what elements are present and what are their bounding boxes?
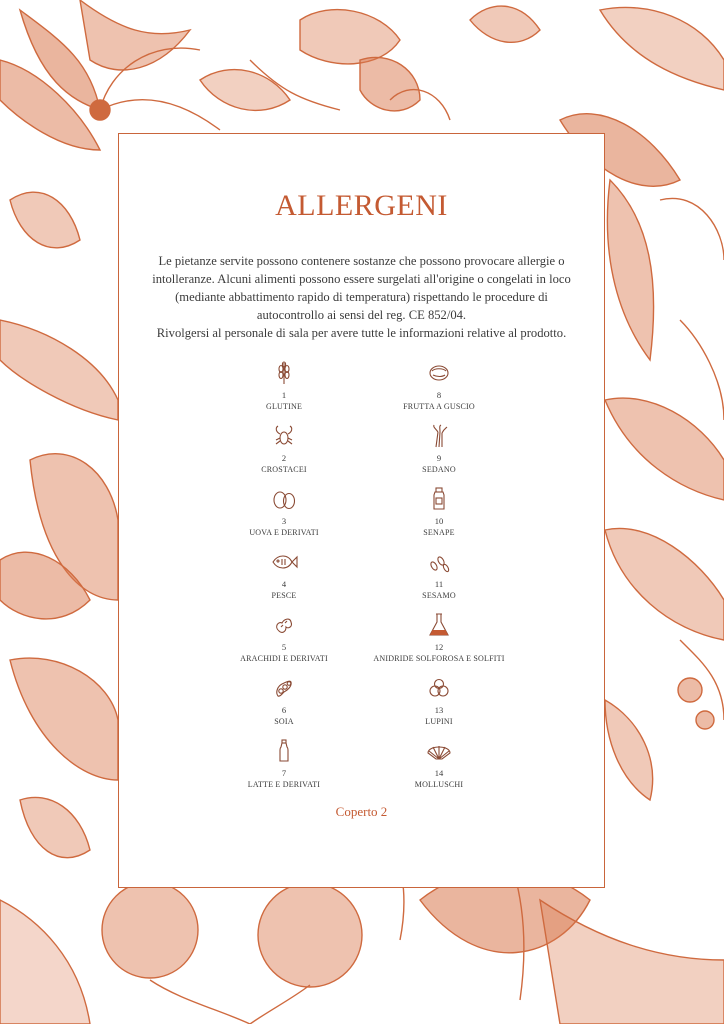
intro-line: Le pietanze servite possono contenere sostanze che possono provocare allergie o xyxy=(158,254,565,268)
allergen-number: 11 xyxy=(434,579,444,589)
lupin-icon xyxy=(425,676,453,700)
soy-icon xyxy=(270,676,298,700)
allergen-label: GLUTINE xyxy=(265,402,303,411)
bud-illustration xyxy=(200,10,450,120)
allergen-item xyxy=(209,613,359,676)
allergen-item xyxy=(209,550,359,613)
allergen-label: SOIA xyxy=(274,717,294,726)
allergen-number: 10 xyxy=(434,516,444,526)
sesame-icon xyxy=(425,550,453,574)
intro-line: Rivolgersi al personale di sala per avere tutte le informazioni relative al prodotto. xyxy=(156,326,567,340)
peanut-icon xyxy=(270,613,298,637)
allergen-list-left xyxy=(209,361,359,802)
allergen-label: SENAPE xyxy=(423,528,455,537)
allergen-number: 13 xyxy=(434,705,444,715)
allergen-label: PESCE xyxy=(271,591,297,600)
allergen-label: MOLLUSCHI xyxy=(414,780,464,789)
allergen-item xyxy=(364,613,514,676)
allergen-label: ANIDRIDE SOLFOROSA E SOLFITI xyxy=(373,654,505,663)
allergen-label: ARACHIDI E DERIVATI xyxy=(240,654,328,663)
allergen-number: 4 xyxy=(281,579,287,589)
leaf-illustration xyxy=(605,320,724,800)
allergen-item xyxy=(209,676,359,739)
intro-line: intolleranze. Alcuni alimenti possono essere surgelati all'origine o congelati in loco xyxy=(152,272,571,286)
cover-charge: Coperto 2 xyxy=(335,804,388,819)
flask-icon xyxy=(425,613,453,637)
eggs-icon xyxy=(270,487,298,511)
allergen-list-right xyxy=(364,361,514,802)
crustacean-icon xyxy=(270,424,298,448)
allergen-item xyxy=(364,424,514,487)
allergen-card xyxy=(118,133,605,888)
milk-bottle-icon xyxy=(270,739,298,763)
allergen-number: 6 xyxy=(281,705,287,715)
allergen-item xyxy=(364,550,514,613)
allergen-item xyxy=(364,361,514,424)
fish-icon xyxy=(270,550,298,574)
allergen-label: LATTE E DERIVATI xyxy=(247,780,321,789)
allergen-item xyxy=(209,424,359,487)
allergen-number: 5 xyxy=(281,642,287,652)
allergen-label: FRUTTA A GUSCIO xyxy=(403,402,475,411)
allergen-item xyxy=(364,676,514,739)
allergen-label: SEDANO xyxy=(422,465,456,474)
mustard-jar-icon xyxy=(425,487,453,511)
allergen-number: 9 xyxy=(436,453,442,463)
shell-icon xyxy=(425,739,453,763)
flower-illustration xyxy=(0,192,118,858)
allergen-item xyxy=(364,739,514,802)
nut-icon xyxy=(425,361,453,385)
intro-line: (mediante abbattimento rapido di temperatura) rispettando le procedure di xyxy=(175,290,548,304)
allergen-number: 2 xyxy=(281,453,287,463)
allergen-number: 1 xyxy=(281,390,287,400)
allergen-label: CROSTACEI xyxy=(261,465,307,474)
allergen-label: SESAMO xyxy=(422,591,456,600)
intro-line: autocontrollo ai sensi del reg. CE 852/04. xyxy=(256,308,467,322)
allergen-number: 14 xyxy=(434,768,444,778)
allergen-item xyxy=(364,487,514,550)
wheat-icon xyxy=(270,361,298,385)
allergen-number: 7 xyxy=(281,768,287,778)
allergen-label: LUPINI xyxy=(425,717,453,726)
allergen-item xyxy=(209,487,359,550)
celery-icon xyxy=(425,424,453,448)
allergen-number: 8 xyxy=(436,390,442,400)
allergen-number: 3 xyxy=(281,516,287,526)
allergen-number: 12 xyxy=(434,642,444,652)
allergen-item xyxy=(209,739,359,802)
allergen-item xyxy=(209,361,359,424)
flower-illustration xyxy=(0,0,220,150)
allergen-label: UOVA E DERIVATI xyxy=(249,528,319,537)
intro-text xyxy=(131,252,592,342)
page-title: ALLERGENI xyxy=(275,189,448,222)
